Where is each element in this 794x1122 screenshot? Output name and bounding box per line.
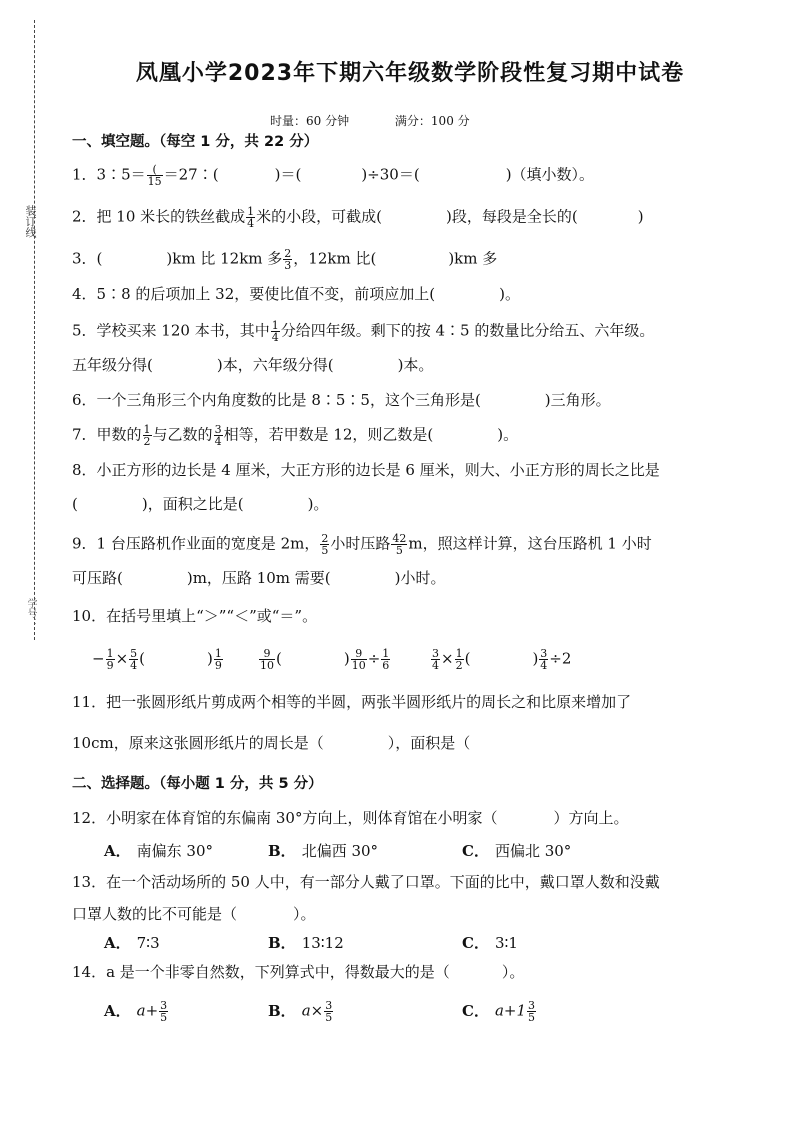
fraction: $\frac{3}{4}$	[540, 647, 548, 672]
fraction: $\frac{3}{5}$	[325, 999, 333, 1024]
question-6: 6．一个三角形三个内角度数的比是 8∶5∶5，这个三角形是( )三角形。	[72, 391, 611, 409]
section2-heading: 二、选择题。（每小题 1 分，共 5 分）	[72, 776, 323, 792]
question-5: 5．学校买来 120 本书，其中 $\frac{1}{4}$ 分给四年级。剩下的按 4∶5 的数量比分给五、六年级。	[72, 319, 655, 344]
q12-option-c[interactable]: C． 西偏北 30°	[462, 842, 572, 860]
binding-label-student-id: 学号：	[25, 598, 36, 628]
question-8: 8．小正方形的边长是 4 厘米，大正方形的边长是 6 厘米，则大、小正方形的周长之比是	[72, 461, 660, 479]
exam-meta	[270, 112, 512, 129]
question-3: 3．( )km 比 12km 多 $\frac{2}{3}$ ，12km 比( )km 多	[72, 247, 498, 272]
fraction: $\frac{1}{4}$	[271, 319, 279, 344]
fraction: $\frac{1}{2}$	[143, 423, 151, 448]
fraction: $\frac{9}{10}$	[260, 647, 274, 672]
q14-option-c[interactable]: C． a+1 $\frac{3}{5}$	[462, 999, 536, 1024]
fraction: $\frac{1}{4}$	[247, 205, 255, 230]
fraction: $\frac{1}{2}$	[455, 647, 463, 672]
fraction: $\frac{(}{15}$	[147, 163, 162, 188]
question-9: 9．1 台压路机作业面的宽度是 2m， $\frac{2}{5}$ 小时压路 $\frac{42}{5}$ m，照这样计算，这台压路机 1 小时	[72, 532, 652, 557]
fraction: $\frac{3}{5}$	[528, 999, 536, 1024]
exam-title: 凤凰小学2023年下期六年级数学阶段性复习期中试卷	[135, 61, 685, 86]
fraction: $\frac{2}{3}$	[284, 247, 292, 272]
fraction: $\frac{1}{6}$	[382, 647, 390, 672]
section1-heading: 一、填空题。（每空 1 分，共 22 分）	[72, 134, 319, 150]
question-4: 4．5∶8 的后项加上 32，要使比值不变，前项应加上( )。	[72, 285, 520, 303]
question-7: 7．甲数的 $\frac{1}{2}$ 与乙数的 $\frac{3}{4}$ 相等，若甲数是 12，则乙数是( )。	[72, 423, 519, 448]
q13-option-a[interactable]: A． 7∶3	[104, 934, 160, 952]
q14-option-a[interactable]: A． a+ $\frac{3}{5}$	[104, 999, 168, 1024]
full-score: 满分：100 分	[394, 114, 470, 128]
q14-option-b[interactable]: B． a× $\frac{3}{5}$	[268, 999, 333, 1024]
fraction: $\frac{3}{4}$	[214, 423, 222, 448]
fraction: $\frac{42}{5}$	[392, 532, 407, 557]
question-5-line2: 五年级分得( )本，六年级分得( )本。	[72, 356, 434, 374]
q12-option-b[interactable]: B． 北偏西 30°	[268, 842, 379, 860]
fraction: $\frac{1}{9}$	[106, 647, 114, 672]
question-13-line2: 口罩人数的比不可能是（ ）。	[72, 905, 316, 923]
q10-expression-3: $\frac{3}{4}$ × $\frac{1}{2}$ ( ) $\frac{3}{4}$ ÷2	[432, 647, 572, 672]
question-8-line2: ( )，面积之比是( )。	[72, 495, 329, 513]
q10-expression-1: − $\frac{1}{9}$ × $\frac{5}{4}$ ( ) $\frac{1}{9}$	[92, 647, 222, 672]
question-11-line2: 10cm，原来这张圆形纸片的周长是（ ），面积是（	[72, 734, 471, 752]
binding-label: 装订线	[24, 205, 37, 238]
time-limit: 时量：60 分钟	[270, 114, 350, 128]
q13-option-c[interactable]: C． 3∶1	[462, 934, 518, 952]
question-10: 10．在括号里填上“＞”“＜”或“＝”。	[72, 607, 318, 625]
question-14: 14．a 是一个非零自然数，下列算式中，得数最大的是（ ）。	[72, 963, 525, 981]
fraction: $\frac{5}{4}$	[130, 647, 138, 672]
question-13: 13．在一个活动场所的 50 人中，有一部分人戴了口罩。下面的比中，戴口罩人数和没戴	[72, 873, 660, 891]
question-2: 2．把 10 米长的铁丝截成 $\frac{1}{4}$ 米的小段，可截成( )段，每段是全长的( )	[72, 205, 644, 230]
fraction: $\frac{3}{5}$	[160, 999, 168, 1024]
q10-expression-2: $\frac{9}{10}$ ( ) $\frac{9}{10}$ ÷ $\frac{1}{6}$	[260, 647, 390, 672]
binding-dashed-line	[34, 20, 35, 640]
q12-option-a[interactable]: A． 南偏东 30°	[104, 842, 213, 860]
fraction: $\frac{2}{5}$	[321, 532, 329, 557]
fraction: $\frac{1}{9}$	[214, 647, 222, 672]
question-11: 11．把一张圆形纸片剪成两个相等的半圆，两张半圆形纸片的周长之和比原来增加了	[72, 693, 632, 711]
fraction: $\frac{3}{4}$	[432, 647, 439, 672]
question-12: 12．小明家在体育馆的东偏南 30°方向上，则体育馆在小明家（ ）方向上。	[72, 809, 629, 827]
q13-option-b[interactable]: B． 13∶12	[268, 934, 344, 952]
fraction: $\frac{9}{10}$	[351, 647, 366, 672]
question-1: 1．3∶5＝ $\frac{(}{15}$ ＝27∶( )＝( )÷30＝( )（填小数）。	[72, 163, 595, 188]
question-9-line2: 可压路( )m，压路 10m 需要( )小时。	[72, 569, 446, 587]
